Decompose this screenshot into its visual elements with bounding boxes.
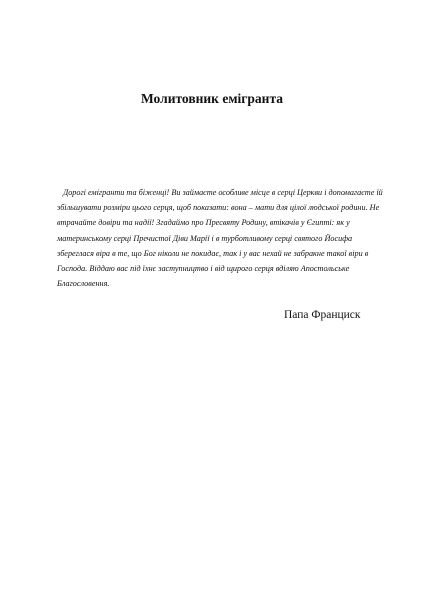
page-title: Молитовник емігранта [140, 91, 283, 106]
signature: Папа Франциск [284, 309, 361, 321]
message-paragraph: Дорогі емігранти та біженці! Ви займаєте особливе місце в серці Церкви і допомагаєте їй збільшувати розміри цього серця, щоб показати: вона – мати для цілої людської родини. Не втрачайте довіри та надії! Згадаймо про Пресвяту Родину, втікачів у Єгипті: як у материнському серці Пречистої Діви Марії і в турботливому серці святого Йосифа збереглася віра в те, що Бог ніколи не покидає, так і у вас нехай не забракне такої віри в Господа. Віддаю вас під їхнє заступництво і від щирого серця вділяю Апостольське Благословення. [57, 188, 383, 289]
